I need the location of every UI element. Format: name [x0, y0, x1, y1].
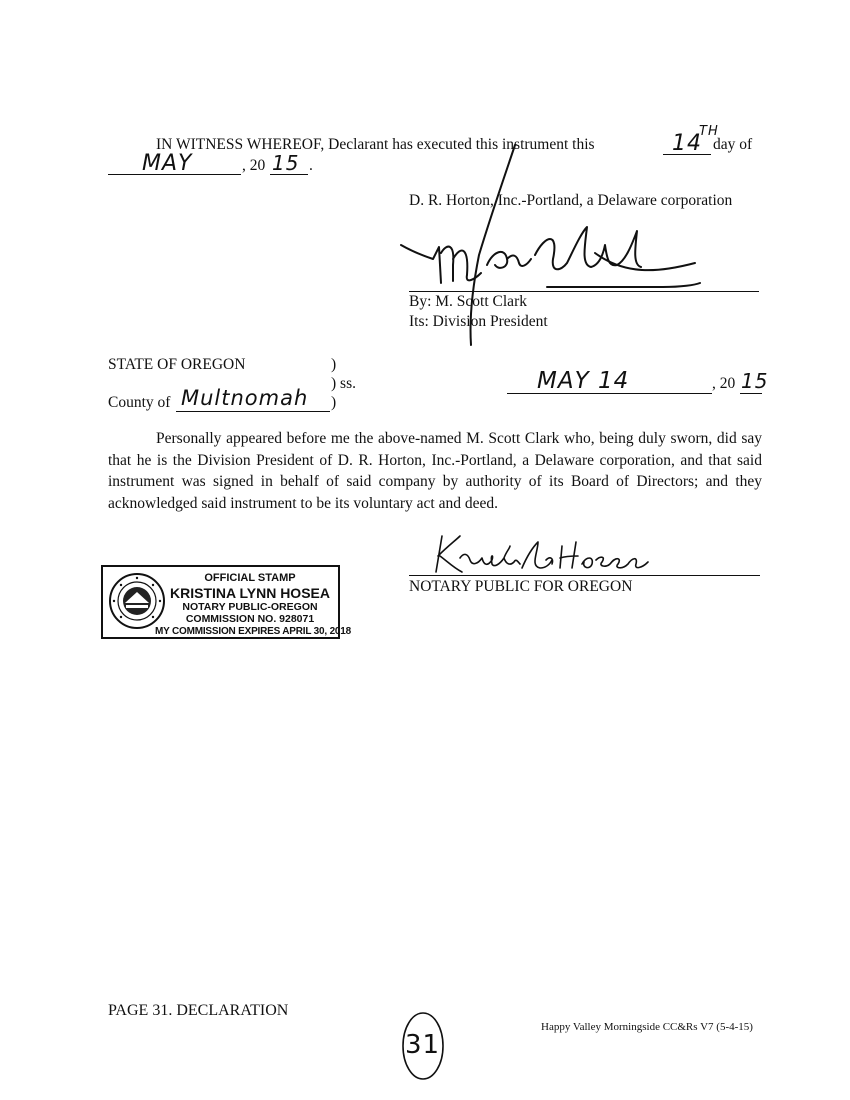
stamp-heading: OFFICIAL STAMP [204, 572, 296, 584]
venue-state: STATE OF OREGON [108, 356, 246, 373]
day-superscript: TH [699, 124, 719, 139]
corporation-name: D. R. Horton, Inc.-Portland, a Delaware corporation [409, 192, 733, 209]
signer-by: By: M. Scott Clark [409, 293, 527, 310]
county-handwritten: Multnomah [181, 386, 309, 410]
document-reference: Happy Valley Morningside CC&Rs V7 (5-4-15) [541, 1021, 753, 1033]
venue-paren-3: ) [331, 394, 337, 411]
year-underline [270, 174, 308, 175]
venue-year-prefix: , 20 [712, 375, 736, 392]
day-of-label: day of [713, 136, 753, 153]
venue-date-handwritten: MAY 14 [537, 368, 630, 394]
venue-paren-1: ) [331, 356, 337, 373]
stamp-commission-number: COMMISSION NO. 928071 [185, 613, 315, 625]
page-number-handwritten: 31 [405, 1030, 441, 1060]
month-handwritten: MAY [142, 151, 193, 176]
venue-county-label: County of [108, 394, 171, 411]
venue-year-handwritten: 15 [741, 369, 769, 393]
corporation-signature-line [409, 291, 759, 292]
notary-signature [410, 528, 670, 578]
signer-title: Its: Division President [409, 313, 548, 330]
venue-date-underline [507, 393, 712, 394]
stamp-notary-state: NOTARY PUBLIC-OREGON [182, 600, 318, 613]
year-suffix: . [309, 157, 313, 174]
acknowledgment-paragraph: Personally appeared before me the above-named M. Scott Clark who, being duly sworn, did say that he is the Division President of D. R. Horton, Inc.-Portland, a Delaware corporation, and that said instrument was signed in behalf of said company by authority of its Board of Directors; and they acknowledged said instrument to be its voluntary act and deed. [108, 430, 762, 512]
year-prefix: , 20 [242, 157, 266, 174]
page-label: PAGE 31. DECLARATION [108, 1002, 289, 1019]
notary-title: NOTARY PUBLIC FOR OREGON [409, 578, 633, 595]
notary-signature-line [409, 575, 760, 576]
stamp-commission-expiry: MY COMMISSION EXPIRES APRIL 30, 2018 [155, 625, 352, 637]
day-handwritten: 14 [672, 131, 702, 156]
venue-year-underline [740, 393, 762, 394]
year-handwritten: 15 [272, 151, 300, 175]
county-underline [176, 411, 330, 412]
official-stamp [101, 565, 352, 639]
stamp-text-block [155, 572, 352, 638]
venue-ss: ) ss. [331, 375, 356, 392]
month-underline [108, 174, 241, 175]
stamp-notary-name: KRISTINA LYNN HOSEA [170, 584, 330, 601]
witness-lead: IN WITNESS WHEREOF, Declarant has executed this instrument this [156, 136, 595, 153]
